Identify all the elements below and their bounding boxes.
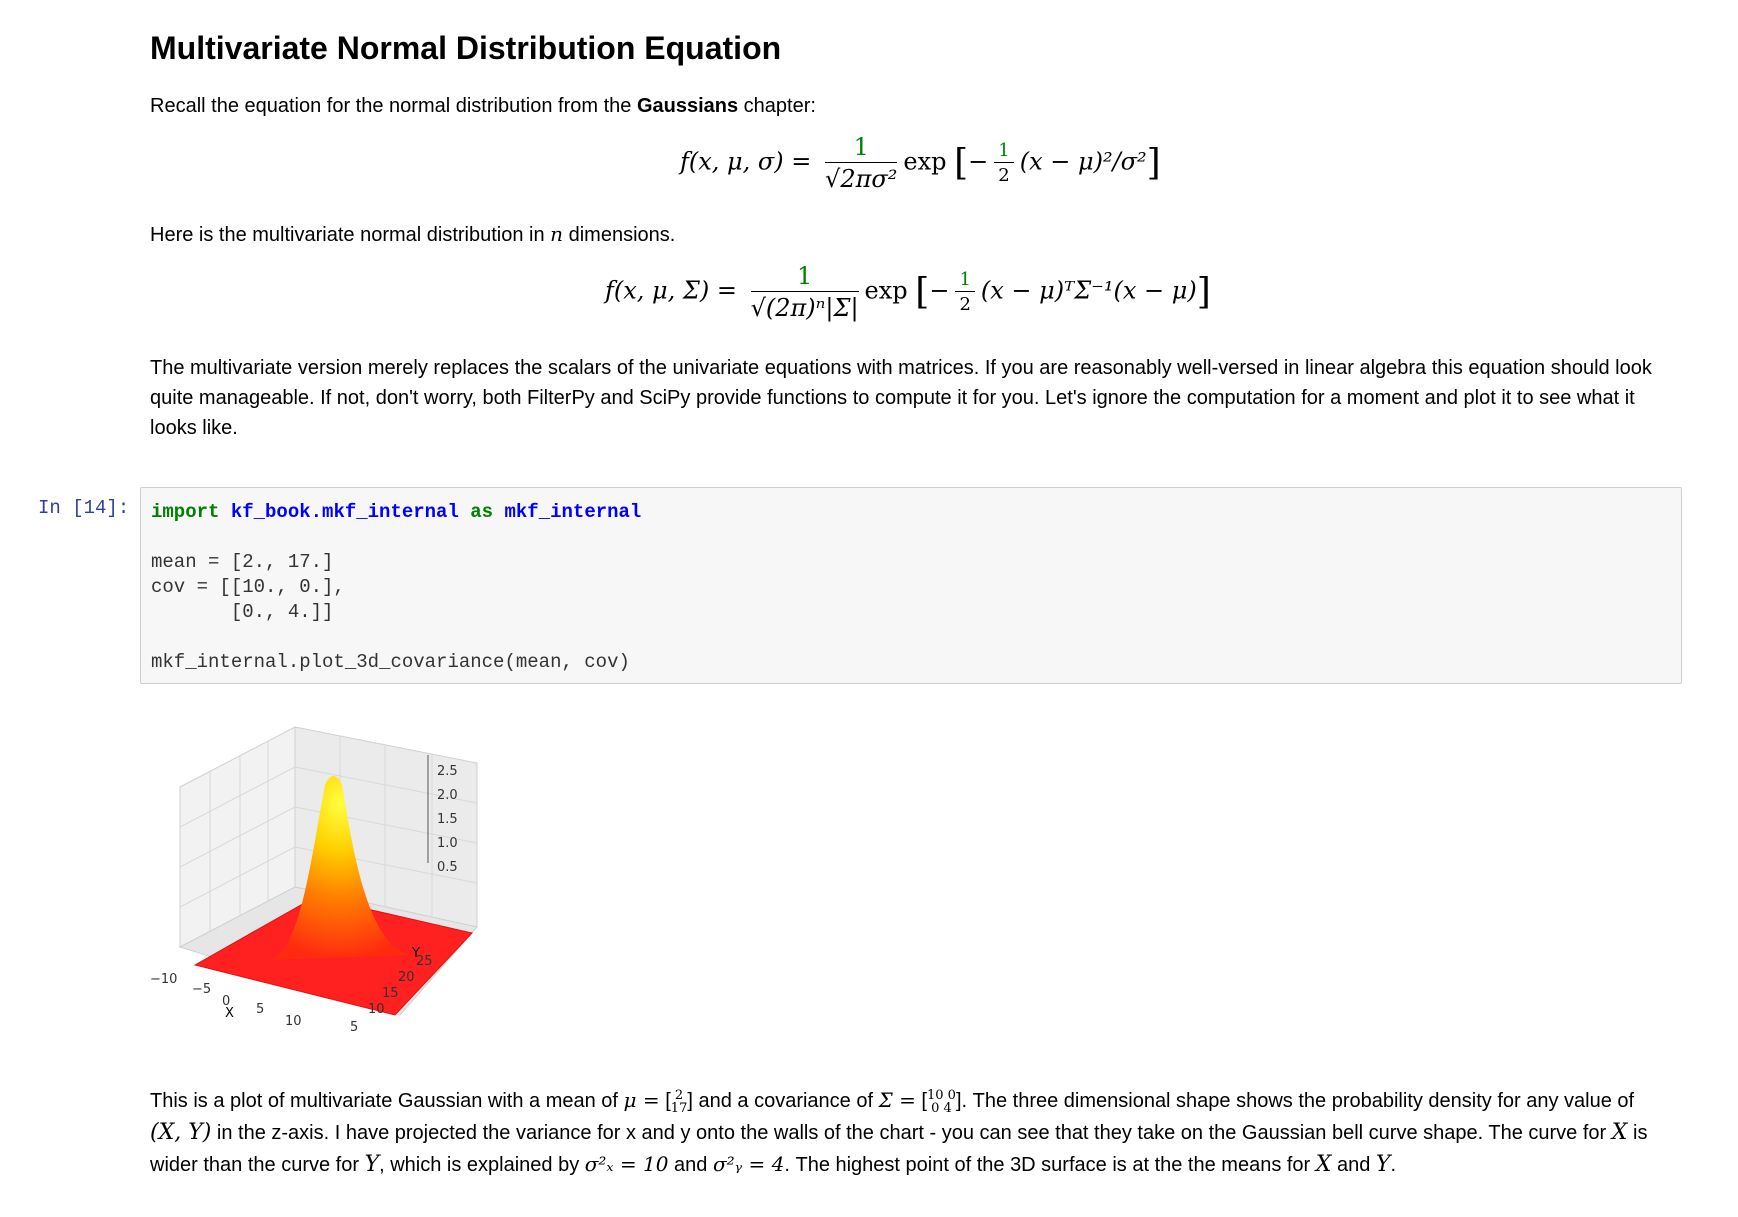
intro-after: chapter: (738, 95, 816, 117)
eq1-fraction (825, 133, 897, 193)
z-tick-label: 1.0 (437, 836, 458, 851)
code-module: kf_book.mkf_internal (230, 501, 459, 523)
z-tick-label: 2.0 (437, 788, 458, 803)
eq2-body: (x − μ)ᵀΣ⁻¹(x − μ) (980, 276, 1197, 305)
c-Y1: Y (364, 1152, 380, 1177)
y-tick-label: 20 (398, 970, 415, 985)
y-axis-label: Y (412, 946, 420, 961)
c-X2: X (1315, 1152, 1332, 1177)
c-sigma-row2: 0 4 (931, 1100, 952, 1116)
c-X1: X (1611, 1120, 1628, 1145)
eq2-num: 1 (751, 262, 859, 292)
x-axis-label: X (225, 1006, 234, 1021)
eq1-exp: exp (903, 147, 947, 176)
c-mu-0: 2 (674, 1087, 684, 1103)
n-dims-before: Here is the multivariate normal distribution in (150, 224, 551, 246)
code-line-call: mkf_internal.plot_3d_covariance(mean, cov) (151, 651, 630, 673)
3d-gaussian-plot (150, 715, 530, 1050)
intro-before: Recall the equation for the normal distribution from the (150, 95, 637, 117)
eq2-exp: exp (864, 276, 908, 305)
c-mu-lhs: μ = (623, 1088, 660, 1112)
eq1-half-num: 1 (994, 140, 1013, 163)
c-sx: σ²ₓ = 10 (584, 1152, 669, 1176)
intro-text (150, 91, 1670, 121)
code-line-mean: mean = [2., 17.] (151, 551, 334, 573)
n-dims-var: n (550, 222, 564, 246)
n-dims-after: dimensions. (563, 224, 676, 246)
c-p3: . The three dimensional shape shows the probability density for any value of (961, 1090, 1635, 1112)
intro-bold: Gaussians (636, 95, 739, 117)
n-dims-text (150, 219, 1670, 250)
eq2-den: √(2π)ⁿ|Σ| (750, 294, 859, 322)
y-tick-label: 5 (350, 1020, 359, 1035)
eq1-body: (x − μ)²/σ² (1019, 147, 1147, 176)
code-editor[interactable] (151, 500, 641, 675)
page-title: Multivariate Normal Distribution Equation (150, 30, 782, 66)
z-tick-label: 2.5 (437, 764, 458, 779)
code-line-cov2: [0., 4.]] (151, 601, 334, 623)
eq2-fraction (751, 262, 859, 322)
c-p6: , which is explained by (379, 1154, 585, 1176)
x-tick-label: −10 (150, 972, 178, 987)
eq1-num: 1 (825, 133, 897, 163)
z-tick-label: 1.5 (437, 812, 458, 827)
c-p8: . The highest point of the 3D surface is at the the means for (784, 1154, 1316, 1176)
eq2-half-den: 2 (959, 294, 971, 315)
c-Y2: Y (1375, 1152, 1391, 1177)
eq2-lhs: f(x, μ, Σ) = (605, 276, 737, 305)
c-p10: . (1390, 1154, 1397, 1176)
c-p1: This is a plot of multivariate Gaussian with a mean of (150, 1090, 624, 1112)
c-p7: and (668, 1154, 713, 1176)
eq1-den: √2πσ² (825, 165, 898, 193)
c-sy: σ²ᵧ = 4 (712, 1152, 785, 1176)
c-p9: and (1331, 1154, 1376, 1176)
eq2-half-num: 1 (955, 269, 974, 292)
multivariate-equation: f(x, μ, Σ) = $\frac{1}{\text{√(2π)ⁿ|Σ|}}$ exp [− $\frac{1}{2}$ (x − μ)ᵀΣ⁻¹(x − μ)] (605, 262, 1211, 322)
eq1-lhs: f(x, μ, σ) = (680, 147, 812, 176)
code-line-cov1: cov = [[10., 0.], (151, 576, 345, 598)
c-p2: and a covariance of (692, 1090, 879, 1112)
univariate-equation: f(x, μ, σ) = $\frac{1}{\text{√2πσ²}}$ exp [− $\frac{1}{2}$ (x − μ)²/σ²] (680, 133, 1161, 193)
c-p4: in the z-axis. I have projected the variance for x and y onto the walls of the chart - you can see that they take on the Gaussian bell curve shape. The curve for (211, 1122, 1612, 1144)
eq1-half-den: 2 (998, 165, 1010, 186)
c-mu-1: 17 (670, 1100, 688, 1116)
eq2-lbracket: [ (915, 271, 930, 313)
y-tick-label: 25 (416, 954, 433, 969)
c-sigma-mat (927, 1089, 956, 1115)
code-cell[interactable] (140, 487, 1682, 684)
eq1-lbracket: [ (954, 142, 969, 184)
c-sigma-row1: 10 0 (926, 1087, 956, 1103)
input-prompt: In [14]: (38, 497, 130, 519)
eq1-half (994, 140, 1013, 186)
c-mu-vec (671, 1089, 688, 1115)
explanation-paragraph: The multivariate version merely replaces the scalars of the univariate equations with matrices. If you are reasonably well-versed in linear algebra this equation should look quite manageable. If not, don't worry, both FilterPy and SciPy provide functions to compute it for you. Let's ignore the computation for a moment and plot it to see what it looks like. (150, 357, 1652, 439)
x-tick-label: 0 (222, 994, 231, 1009)
x-tick-label: 5 (256, 1002, 265, 1017)
z-tick-label: 0.5 (437, 860, 458, 875)
code-as-kw: as (470, 501, 494, 523)
code-import-kw: import (151, 501, 220, 523)
y-tick-label: 10 (368, 1002, 385, 1017)
eq2-half (955, 269, 974, 315)
x-tick-label: 10 (285, 1014, 302, 1029)
x-tick-label: −5 (192, 982, 212, 997)
code-alias: mkf_internal (504, 501, 642, 523)
eq1-rbracket: ] (1146, 142, 1161, 184)
c-xy: (X, Y) (150, 1120, 212, 1145)
y-tick-label: 15 (382, 986, 399, 1001)
eq2-rbracket: ] (1196, 271, 1211, 313)
c-p5: is wider than the curve for (150, 1122, 1648, 1176)
c-sigma-lhs: Σ = (878, 1088, 916, 1112)
conclusion-paragraph: This is a plot of multivariate Gaussian with a mean of μ = [ 2 17] and a covariance of Σ = [10 0 0 4 ]. The three dimensional shape shows the probability density for any value of (X, Y) in the z-axis. I have projected the variance for x and y onto the walls of the chart - you can see that they take on the Gaussian bell curve shape. The curve for X is wider than the curve for Y, which is explained by σ²ₓ = 10 and σ²ᵧ = 4. The highest point of the 3D surface is at the the means for X and Y. (150, 1087, 1648, 1177)
